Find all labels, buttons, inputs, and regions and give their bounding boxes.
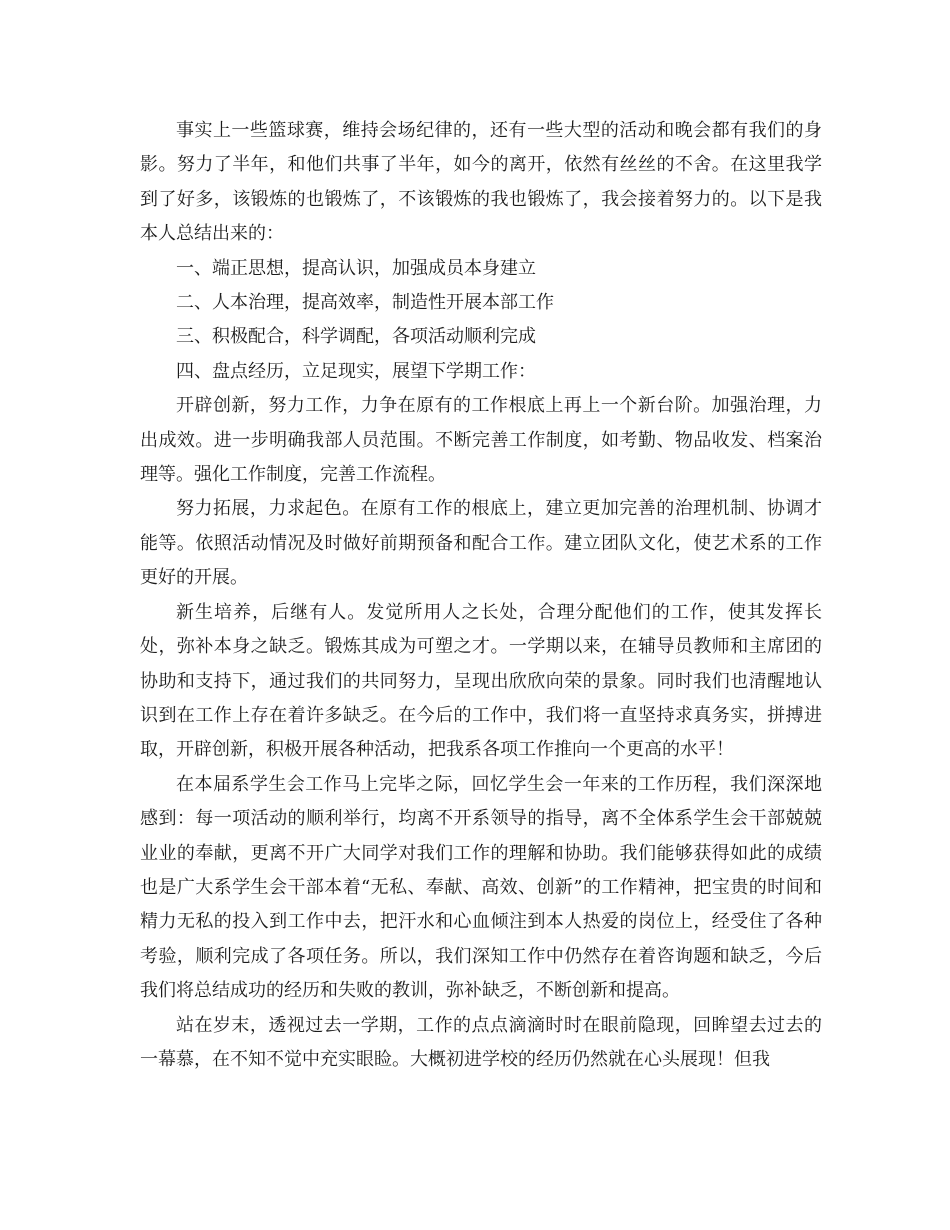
paragraph-year-end: 站在岁末，透视过去一学期，工作的点点滴滴时时在眼前隐现，回眸望去过去的一幕慕，在不知不觉中充实眼睑。大概初进学校的经历仍然就在心头展现！但我	[140, 1014, 822, 1070]
paragraph-reflection: 在本届系学生会工作马上完毕之际，回忆学生会一年来的工作历程，我们深深地感到：每一项活动的顺利举行，均离不开系领导的指导，离不全体系学生会干部兢兢业业的奉献，更离不开广大同学对我们工作的理解和协助。我们能够获得如此的成绩也是广大系学生会干部本着“无私、奉献、高效、创新”的工作精神，把宝贵的时间和精力无私的投入到工作中去，把汗水和心血倾注到本人热爱的岗位上，经受住了各种考验，顺利完成了各项任务。所以，我们深知工作中仍然存在着咨询题和缺乏，今后我们将总结成功的经历和失败的教训，弥补缺乏，不断创新和提高。	[140, 773, 822, 1002]
paragraph-intro: 事实上一些篮球赛，维持会场纪律的，还有一些大型的活动和晚会都有我们的身影。努力了半年，和他们共事了半年，如今的离开，依然有丝丝的不舍。在这里我学到了好多，该锻炼的也锻炼了，不该锻炼的我也锻炼了，我会接着努力的。以下是我本人总结出来的：	[140, 120, 822, 245]
paragraph-training: 新生培养，后继有人。发觉所用人之长处，合理分配他们的工作，使其发挥长处，弥补本身之缺乏。锻炼其成为可塑之才。一学期以来，在辅导员教师和主席团的协助和支持下，通过我们的共同努力，呈现出欣欣向荣的景象。同时我们也清醒地认识到在工作上存在着许多缺乏。在今后的工作中，我们将一直坚持求真务实，拼搏进取，开辟创新，积极开展各种活动，把我系各项工作推向一个更高的水平！	[140, 601, 822, 761]
list-item-4: 四、盘点经历，立足现实，展望下学期工作：	[176, 360, 536, 382]
list-item-2: 二、人本治理，提高效率，制造性开展本部工作	[176, 292, 554, 314]
document-body	[140, 114, 822, 1077]
list-item-3: 三、积极配合，科学调配，各项活动顺利完成	[176, 326, 536, 348]
paragraph-expansion: 努力拓展，力求起色。在原有工作的根底上，建立更加完善的治理机制、协调才能等。依照活动情况及时做好前期预备和配合工作。建立团队文化，使艺术系的工作更好的开展。	[140, 498, 822, 589]
paragraph-innovation: 开辟创新，努力工作，力争在原有的工作根底上再上一个新台阶。加强治理，力出成效。进一步明确我部人员范围。不断完善工作制度，如考勤、物品收发、档案治理等。强化工作制度，完善工作流程。	[140, 395, 822, 486]
list-item-1: 一、端正思想，提高认识，加强成员本身建立	[176, 257, 536, 279]
